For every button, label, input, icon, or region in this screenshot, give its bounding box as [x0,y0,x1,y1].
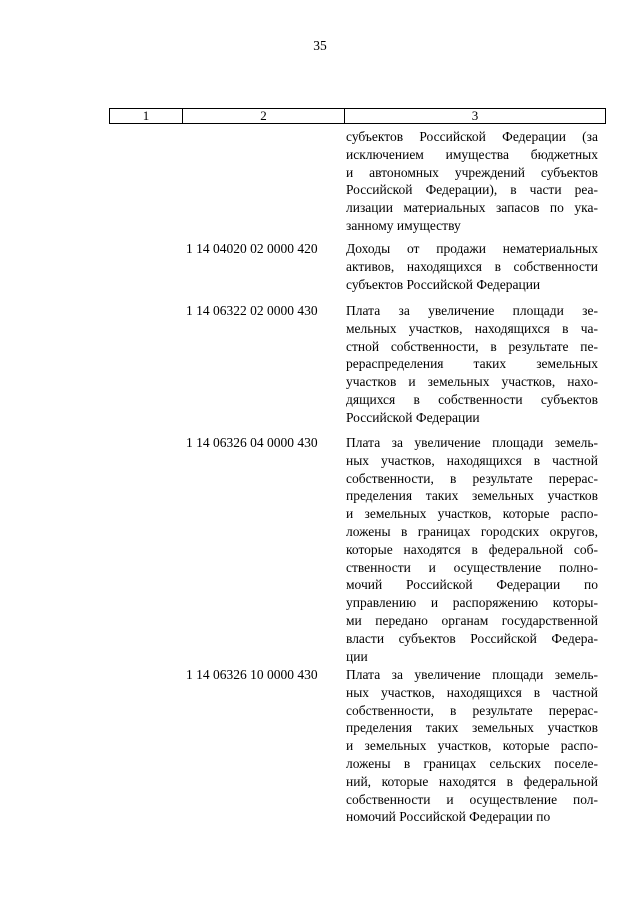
description-line: субъектов Российской Федерации [346,276,541,292]
revenue-code: 1 14 04020 02 0000 420 [186,241,318,256]
description-line: и земельных участков, которые распо- [346,506,598,522]
revenue-description [346,434,598,665]
description-line: пределения таких земельных участков [346,720,598,736]
description-line: собственности и осуществление пол- [346,791,598,807]
description-line: собственности, в результате перерас- [346,470,598,486]
description-line: пределения таких земельных участков [346,488,598,504]
description-line: ложены в границах городских округов, [346,523,598,539]
column-header-3: 3 [345,109,606,124]
description-line: ственности и осуществление полно- [346,559,598,575]
description-line: ных участков, находящихся в частной [346,684,598,700]
description-line: стной собственности, в результате пе- [346,338,598,354]
description-line: мочий Российской Федерации по [346,577,598,593]
description-line: ции [346,648,368,664]
revenue-description [346,128,598,235]
description-line: участков и земельных участков, нахо- [346,374,598,390]
column-header-table [109,108,606,124]
description-line: которые находятся в федеральной соб- [346,541,598,557]
description-line: исключением имущества бюджетных [346,146,598,162]
description-line: мельных участков, находящихся в ча- [346,320,598,336]
description-line: лизации материальных запасов по ука- [346,200,598,216]
description-line: ложены в границах сельских поселе- [346,755,598,771]
description-line: рераспределения таких земельных [346,356,598,372]
description-line: и земельных участков, которые распо- [346,738,598,754]
description-line: Плата за увеличение площади земель- [346,667,598,682]
revenue-code: 1 14 06326 10 0000 430 [186,667,318,682]
column-header-1: 1 [110,109,183,124]
column-header-2: 2 [183,109,345,124]
description-line: занному имуществу [346,217,461,233]
description-line: управлению и распоряжению которы- [346,595,598,611]
description-line: дящихся в собственности субъектов [346,391,598,407]
description-line: власти субъектов Российской Федера- [346,630,598,646]
revenue-description [346,240,598,293]
description-line: ний, которые находятся в федеральной [346,773,598,789]
column-header-row [110,109,606,124]
description-line: Российской Федерации), в части реа- [346,182,598,198]
revenue-description [346,666,598,826]
description-line: Плата за увеличение площади зе- [346,303,598,318]
revenue-code: 1 14 06326 04 0000 430 [186,435,318,450]
page-number: 35 [313,38,327,53]
description-line: ми передано органам государственной [346,612,598,628]
description-line: Плата за увеличение площади земель- [346,435,598,450]
revenue-description [346,302,598,427]
description-line: Российской Федерации [346,409,480,425]
description-line: активов, находящихся в собственности [346,258,598,274]
description-line: номочий Российской Федерации по [346,809,551,825]
description-line: собственности, в результате перерас- [346,702,598,718]
revenue-code: 1 14 06322 02 0000 430 [186,303,318,318]
description-line: субъектов Российской Федерации (за [346,129,598,144]
description-line: Доходы от продажи нематериальных [346,241,598,256]
description-line: ных участков, находящихся в частной [346,452,598,468]
description-line: и автономных учреждений субъектов [346,164,598,180]
